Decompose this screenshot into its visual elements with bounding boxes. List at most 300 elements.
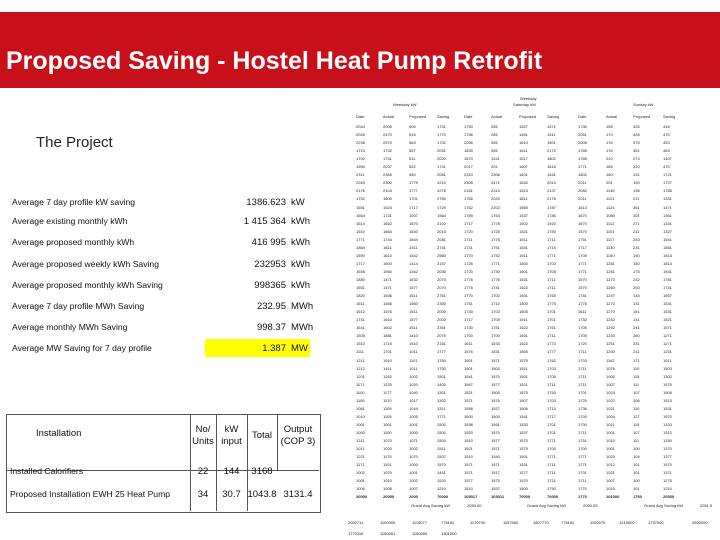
installation-row-kw: 144: [223, 466, 240, 477]
table-cell: 1752: [491, 252, 500, 258]
column-header: Saving: [437, 114, 450, 119]
table-cell: 1162: [606, 357, 615, 363]
table-cell: 1101: [606, 228, 615, 234]
table-cell: 1729: [437, 204, 446, 210]
table-cell: 2015: [437, 228, 446, 234]
table-cell: 111: [633, 438, 640, 443]
table-cell: 1253: [606, 333, 615, 339]
table-cell: 1781: [578, 293, 587, 299]
table-cell: 516: [409, 132, 416, 138]
table-cell: 1331: [663, 196, 672, 202]
table-cell: 1505: [663, 389, 672, 395]
table-cell: 1070: [409, 454, 418, 460]
table-cell: 2161: [464, 188, 473, 194]
table-cell: 1570: [437, 462, 446, 468]
table-cell: 1720: [464, 268, 473, 274]
table-cell: 1702: [356, 156, 365, 162]
table-cell: 1201: [356, 373, 365, 379]
table-cell: 2311: [356, 172, 365, 178]
table-cell: 1785: [578, 156, 587, 162]
table-cell: 1570: [578, 228, 587, 234]
table-cell: 1657: [663, 293, 672, 299]
table-cell: 1040: [409, 389, 418, 395]
header-no-units: No/ Units: [192, 424, 214, 447]
table-cell: 1717: [356, 260, 365, 266]
table-cell: 1781: [663, 277, 672, 282]
table-cell: 1541: [519, 413, 528, 419]
table-cell: 1071: [409, 438, 418, 443]
table-cell: 1044: [409, 405, 418, 411]
table-cell: 104: [633, 454, 640, 460]
table-cell: 1611: [519, 148, 528, 154]
table-cell: 271: [633, 220, 640, 226]
header-total: Total: [251, 430, 273, 441]
table-cell: 1701: [547, 309, 556, 315]
table-cell: 2104: [383, 188, 392, 194]
column-header: Saving: [663, 114, 676, 119]
table-cell: 1570: [491, 373, 500, 379]
table-cell: 1778: [491, 220, 500, 226]
table-cell: 1570: [578, 285, 587, 290]
metric-label: Average 7 day profile MWh Saving: [12, 301, 145, 311]
table-cell: 1571: [491, 462, 500, 468]
table-cell: 1070: [383, 438, 392, 443]
installation-row-output: 3131.4: [283, 489, 313, 500]
table-cell: 2202: [491, 204, 500, 210]
table-cell: 1811: [519, 196, 528, 202]
group-header: Sunday kW: [633, 102, 654, 107]
table-cell: 1607: [519, 164, 528, 170]
table-cell: 1252: [606, 325, 615, 331]
table-cell: 1001: [383, 421, 392, 427]
table-cell: 1251: [606, 260, 615, 266]
table-cell: 1521: [464, 446, 473, 451]
bottom-value: 1170700: [470, 520, 486, 525]
table-cell: 1561: [663, 244, 672, 250]
table-cell: 1752: [356, 196, 365, 202]
table-cell: 1701: [383, 349, 392, 355]
table-cell: 1517: [519, 156, 528, 162]
table-cell: 150: [633, 252, 640, 258]
footer-label: 2050.00: [467, 503, 482, 509]
table-cell: 1311: [437, 405, 446, 411]
table-cell: 1770: [464, 293, 473, 299]
table-cell: 1370: [663, 446, 672, 451]
table-cell: 1652: [383, 220, 392, 226]
column-header: Saving: [547, 114, 560, 119]
table-cell: 511: [409, 156, 416, 162]
table-cell: 1711: [578, 349, 587, 355]
table-cell: 1011: [409, 365, 418, 371]
table-cell: 1513: [663, 252, 672, 258]
table-cell: 1576: [491, 397, 500, 403]
table-cell: 1555: [519, 349, 528, 355]
table-cell: 1570: [491, 429, 500, 435]
table-cell: 351: [633, 148, 640, 154]
table-cell: 1560: [409, 301, 418, 307]
table-cell: 1571: [663, 325, 672, 331]
metric-value: 1386.623: [246, 197, 286, 208]
table-cell: 1020: [383, 446, 392, 451]
page-title: Proposed Saving - Hostel Heat Pump Retrofit: [6, 47, 543, 75]
table-cell: 1521: [464, 389, 473, 395]
table-cell: 1536: [383, 293, 392, 299]
table-cell: 1521: [519, 381, 528, 387]
table-cell: 1507: [437, 454, 446, 460]
table-cell: 1717: [409, 204, 418, 210]
table-cell: 1670: [578, 220, 587, 226]
table-cell: 1105: [356, 397, 365, 403]
table-cell: 2350: [437, 301, 446, 307]
table-cell: 1070: [383, 470, 392, 476]
table-cell: 1541: [663, 268, 672, 274]
table-cell: 1225: [383, 381, 392, 387]
table-cell: 1002: [356, 470, 365, 476]
table-cell: 176: [606, 140, 613, 146]
table-cell: 151: [633, 309, 640, 315]
table-cell: 1711: [578, 381, 587, 387]
table-cell: 2011: [578, 196, 587, 202]
column-header: Date: [578, 114, 587, 119]
table-cell: 2102: [437, 220, 446, 226]
bottom-value: 1215000: [619, 520, 635, 525]
table-cell: 1105: [383, 405, 392, 411]
table-cell: 1517: [491, 470, 500, 476]
table-cell: 1024: [606, 389, 615, 395]
table-cell: 1773: [547, 341, 556, 347]
table-cell: 470: [663, 164, 670, 170]
table-cell: 1771: [578, 268, 587, 274]
table-cell: 285: [491, 132, 498, 138]
table-cell: 1751: [491, 325, 500, 331]
table-cell: 1870: [578, 212, 587, 218]
table-cell: 160: [606, 172, 613, 178]
table-cell: 1727: [663, 180, 672, 186]
table-cell: 1111: [356, 349, 365, 355]
table-cell: 2263: [356, 180, 365, 186]
table-cell: 1711: [547, 285, 556, 290]
installation-row-total: 1043.8: [247, 489, 277, 500]
table-cell: 2031: [437, 148, 446, 154]
table-cell: 2741: [437, 244, 446, 250]
header-output: Output (COP 3): [280, 424, 316, 447]
table-cell: 1251: [663, 349, 672, 355]
table-cell: 1210: [663, 486, 672, 492]
table-total: 70000: [437, 494, 449, 500]
table-cell: 1510: [356, 228, 365, 234]
table-cell: 1510: [356, 341, 365, 347]
table-cell: 1001: [606, 446, 615, 451]
table-cell: 2005: [578, 140, 587, 146]
table-cell: 1000: [606, 373, 615, 379]
metric-label: Average proposed monthly kWh: [12, 237, 135, 247]
table-cell: 1611: [356, 301, 365, 307]
table-cell: 1261: [606, 268, 615, 274]
bottom-value: 1115077: [412, 520, 427, 525]
table-cell: 1302: [437, 397, 446, 403]
table-cell: 1211: [356, 438, 365, 443]
table-cell: 260: [633, 333, 640, 339]
table-cell: 1542: [519, 180, 528, 186]
table-cell: 1001: [356, 478, 365, 484]
table-cell: 150: [633, 180, 640, 186]
installation-row-label: Installed Calorifiers: [10, 466, 84, 476]
table-cell: 1001: [409, 470, 418, 476]
table-cell: 255: [491, 124, 498, 129]
table-cell: 1177: [383, 389, 392, 395]
metric-unit: kWh: [291, 280, 310, 291]
table-cell: 1741: [356, 317, 365, 323]
table-cell: 1656: [356, 268, 365, 274]
metric-value: 1 415 364: [243, 216, 286, 227]
table-cell: 1575: [519, 446, 528, 451]
table-cell: 1000: [409, 429, 418, 435]
table-cell: 1610: [383, 317, 392, 323]
bottom-value: 1150000: [412, 531, 428, 536]
table-cell: 141: [633, 317, 640, 323]
table-cell: 1511: [409, 244, 418, 250]
table-cell: 1571: [464, 462, 473, 468]
table-cell: 1702: [491, 293, 500, 299]
table-cell: 1500: [519, 260, 528, 266]
installation-row-no: 22: [197, 466, 209, 477]
table-cell: 1771: [578, 454, 587, 460]
table-cell: 1726: [464, 260, 473, 266]
table-cell: 1400: [437, 381, 446, 387]
table-cell: 1501: [519, 373, 528, 379]
table-cell: 2081: [437, 172, 446, 178]
table-cell: 1711: [464, 236, 473, 242]
table-total: 2000: [409, 494, 418, 500]
table-cell: 1170: [383, 397, 392, 403]
table-cell: 2172: [547, 148, 556, 154]
table-cell: 1506: [519, 405, 528, 411]
table-cell: 1880: [356, 277, 365, 282]
table-cell: 1571: [491, 446, 500, 451]
installation-row-label: Proposed Installation EWH 25 Heat Pump: [10, 489, 171, 499]
table-cell: 1524: [383, 204, 392, 210]
table-cell: 1511: [437, 446, 446, 451]
table-cell: 1511: [547, 132, 556, 138]
table-cell: 1700: [578, 413, 587, 419]
table-cell: 1471: [383, 285, 392, 290]
table-cell: 1537: [519, 212, 528, 218]
table-cell: 1711: [547, 381, 556, 387]
table-cell: 1576: [383, 309, 392, 315]
table-cell: 115: [633, 373, 640, 379]
table-cell: 1532: [409, 277, 418, 282]
table-cell: 1531: [663, 405, 672, 411]
bottom-value: 1301000: [441, 531, 457, 536]
bottom-value: 2500000: [692, 520, 708, 525]
table-cell: 1531: [519, 293, 528, 299]
table-cell: 176: [606, 148, 613, 154]
table-cell: 1787: [547, 204, 556, 210]
table-cell: 1775: [491, 236, 500, 242]
table-cell: 1771: [578, 164, 587, 170]
table-cell: 1500: [464, 413, 473, 419]
table-cell: 1610: [519, 140, 528, 146]
metric-unit: kWh: [291, 216, 310, 227]
table-cell: 1270: [606, 301, 615, 307]
table-cell: 1500: [491, 389, 500, 395]
metric-value: 1.387: [262, 343, 286, 354]
table-cell: 101: [633, 470, 640, 476]
installation-row-total: 3168: [251, 466, 273, 477]
table-cell: 1770: [578, 486, 587, 492]
table-cell: 1771: [578, 260, 587, 266]
table-cell: 1721: [663, 172, 672, 178]
table-cell: 1011: [356, 446, 365, 451]
table-cell: 1511: [519, 236, 528, 242]
table-cell: 1520: [464, 429, 473, 435]
table-cell: 1701: [578, 389, 587, 395]
table-cell: 1533: [519, 421, 528, 427]
table-cell: 1500: [437, 429, 446, 435]
table-total: 70000: [547, 494, 559, 500]
table-cell: 1717: [547, 413, 556, 419]
table-cell: 1830: [464, 148, 473, 154]
table-cell: 1717: [578, 244, 587, 250]
table-cell: 1002: [409, 373, 418, 379]
table-cell: 1541: [663, 236, 672, 242]
table-cell: 1711: [578, 429, 587, 435]
table-cell: 1500: [519, 301, 528, 307]
table-cell: 1720: [578, 397, 587, 403]
metric-value: 998.37: [256, 322, 286, 333]
bottom-value: 2000711: [348, 520, 364, 525]
table-cell: 1570: [663, 462, 672, 468]
table-cell: 1011: [606, 421, 615, 427]
table-cell: 110: [633, 365, 640, 371]
table-cell: 1076: [606, 365, 615, 371]
table-cell: 1522: [519, 325, 528, 331]
table-cell: 1401: [519, 172, 528, 178]
table-cell: 1021: [606, 405, 615, 411]
table-cell: 1811: [383, 244, 392, 250]
table-cell: 1741: [437, 164, 446, 170]
table-cell: 1000: [356, 429, 365, 435]
column-header: Proposed: [409, 114, 427, 119]
table-cell: 1211: [356, 357, 365, 363]
table-cell: 1471: [663, 204, 672, 210]
table-cell: 1890: [356, 252, 365, 258]
table-cell: 1271: [663, 341, 672, 347]
table-cell: 1501: [519, 454, 528, 460]
table-cell: 1012: [606, 462, 615, 468]
installation-row-no: 34: [197, 489, 209, 500]
table-cell: 470: [663, 132, 670, 138]
table-cell: 241: [633, 325, 640, 331]
table-cell: 1061: [356, 405, 365, 411]
table-cell: 1741: [464, 244, 473, 250]
table-cell: 2037: [383, 164, 392, 170]
table-cell: 1720: [578, 341, 587, 347]
table-cell: 1741: [383, 156, 392, 162]
table-cell: 2302: [383, 180, 392, 186]
table-cell: 1527: [491, 405, 500, 411]
table-cell: 1117: [606, 236, 615, 242]
metric-value: 232.95: [256, 301, 286, 312]
table-cell: 1441: [437, 470, 446, 476]
table-cell: 1570: [663, 413, 672, 419]
table-cell: 1570: [519, 438, 528, 443]
table-cell: 1633: [491, 341, 500, 347]
table-cell: 136: [633, 188, 640, 194]
table-cell: 1175: [383, 454, 392, 460]
table-cell: 1730: [464, 309, 473, 315]
table-cell: 1775: [464, 285, 473, 290]
table-cell: 1762: [547, 357, 556, 363]
table-cell: 1007: [606, 478, 615, 484]
table-cell: 2365: [383, 172, 392, 178]
metric-value: 998365: [254, 280, 286, 291]
table-cell: 1766: [464, 196, 473, 202]
table-cell: 1577: [464, 478, 473, 484]
table-cell: 2313: [491, 188, 500, 194]
table-cell: 2044: [356, 124, 365, 129]
table-cell: 2017: [464, 164, 473, 170]
table-cell: 1615: [547, 164, 556, 170]
table-cell: 1500: [519, 486, 528, 492]
table-cell: 1505: [356, 333, 365, 339]
table-cell: 1777: [437, 349, 446, 355]
table-cell: 1700: [464, 333, 473, 339]
table-cell: 1005: [409, 413, 418, 419]
table-cell: 1750: [437, 357, 446, 363]
table-cell: 1764: [491, 212, 500, 218]
table-cell: 201: [606, 180, 613, 186]
table-cell: 557: [409, 148, 416, 154]
table-cell: 1802: [578, 172, 587, 178]
table-cell: 1641: [356, 325, 365, 331]
table-cell: 1544: [409, 236, 418, 242]
table-cell: 1503: [663, 365, 672, 371]
table-cell: 1270: [606, 309, 615, 315]
metric-label: Average existing monthly kWh: [12, 216, 128, 226]
table-cell: 1721: [547, 478, 556, 484]
table-cell: 107: [633, 429, 640, 435]
table-cell: 1762: [464, 204, 473, 210]
table-cell: 1732: [383, 148, 392, 154]
table-cell: 1564: [437, 212, 446, 218]
table-cell: 1732: [437, 140, 446, 146]
table-cell: 1521: [519, 228, 528, 234]
table-cell: 145: [633, 293, 640, 299]
table-cell: 1711: [578, 365, 587, 371]
table-cell: 1710: [491, 301, 500, 307]
table-cell: 1864: [356, 244, 365, 250]
table-cell: 1251: [606, 341, 615, 347]
table-cell: 1614: [356, 220, 365, 226]
table-cell: 2082: [578, 188, 587, 194]
table-cell: 1112: [606, 220, 615, 226]
table-cell: 1950: [356, 164, 365, 170]
table-cell: 1711: [547, 333, 556, 339]
footer-label: Grand Avg Saving kW: [644, 503, 684, 509]
table-cell: 1741: [491, 285, 500, 290]
column-header: Date: [356, 114, 365, 119]
table-cell: 1711: [547, 462, 556, 468]
table-cell: 1511: [519, 365, 528, 371]
table-cell: 107: [633, 389, 640, 395]
table-cell: 1813: [578, 204, 587, 210]
table-cell: 1407: [663, 156, 672, 162]
table-cell: 1776: [491, 277, 500, 282]
table-cell: 1770: [437, 132, 446, 138]
table-cell: 1011: [409, 349, 418, 355]
table-cell: 1571: [547, 124, 556, 129]
